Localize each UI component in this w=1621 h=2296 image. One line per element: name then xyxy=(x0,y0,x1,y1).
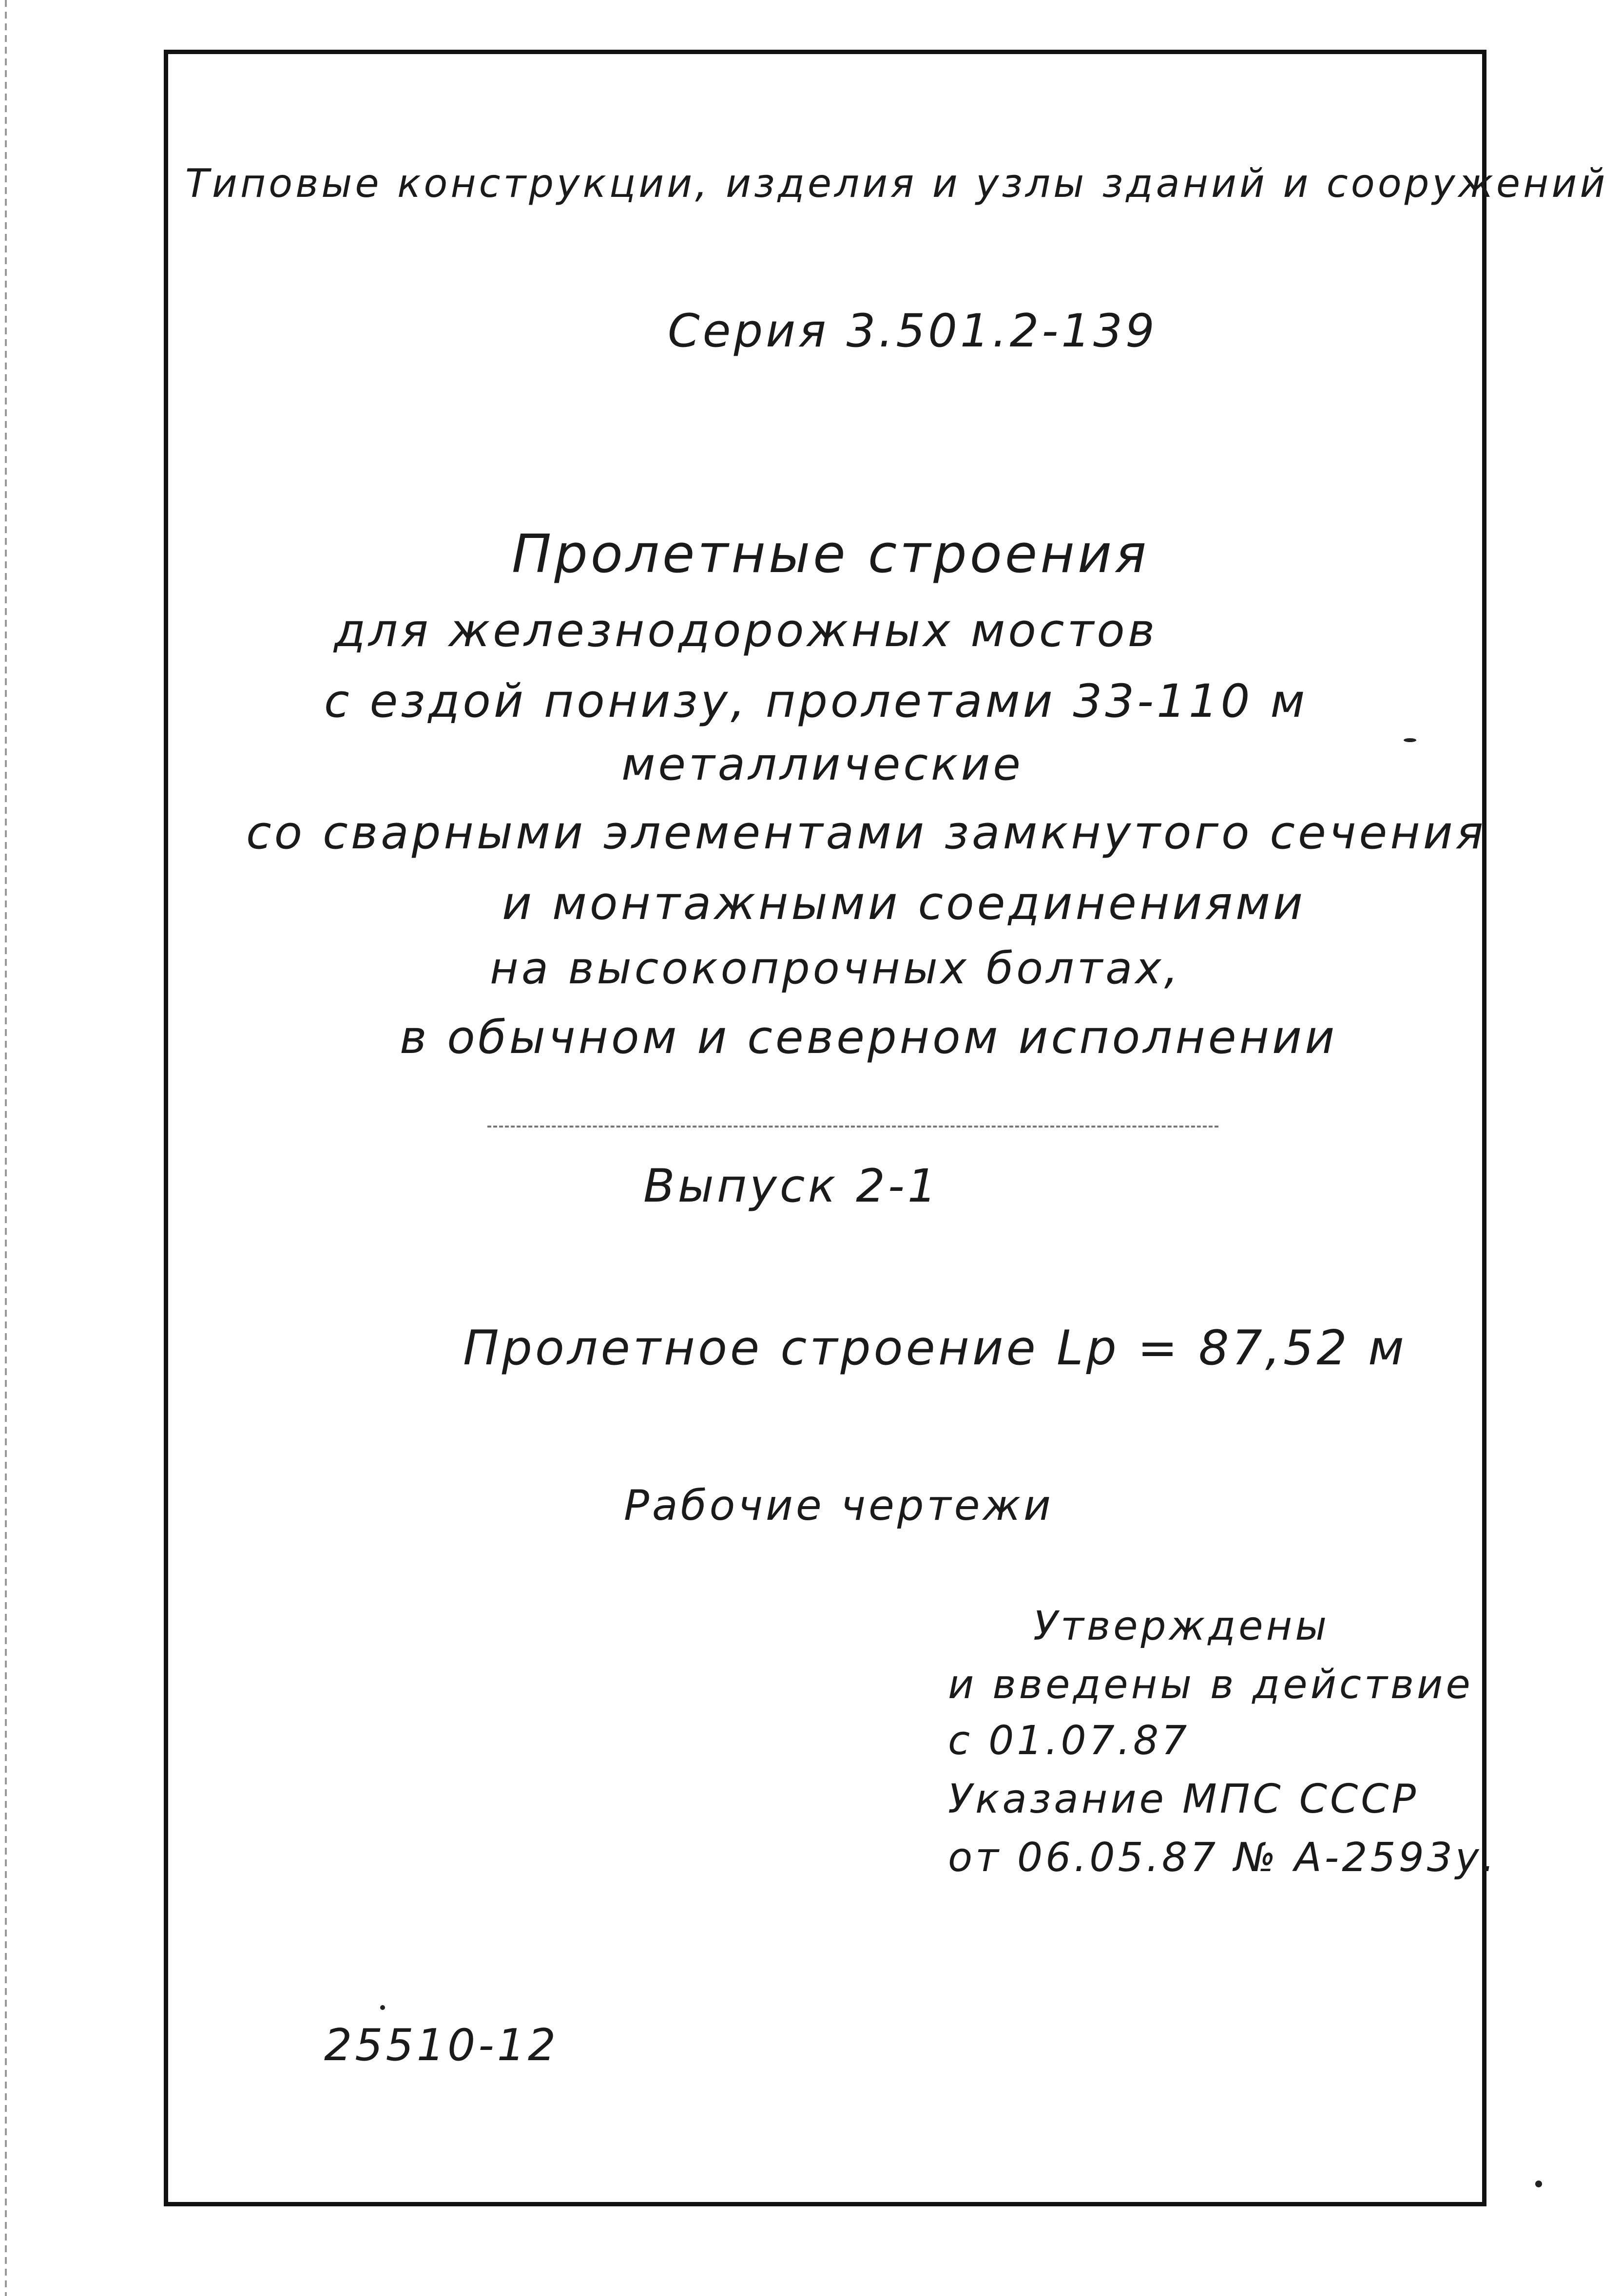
title-line-8: в обычном и северном исполнении xyxy=(400,1011,1338,1064)
drawing-frame xyxy=(164,50,1486,2206)
approval-line-5: от 06.05.87 № А-2593у. xyxy=(948,1835,1498,1881)
dashed-divider xyxy=(487,1126,1218,1128)
approval-line-3: с 01.07.87 xyxy=(948,1718,1190,1764)
title-line-3: с ездой понизу, пролетами 33-110 м xyxy=(324,675,1308,728)
issue-label: Выпуск 2-1 xyxy=(643,1160,940,1213)
series-number: Серия 3.501.2-139 xyxy=(668,305,1158,358)
drawing-type-label: Рабочие чертежи xyxy=(624,1481,1054,1530)
approval-line-1: Утверждены xyxy=(1033,1603,1330,1649)
scan-speck xyxy=(1535,2181,1542,2187)
approval-line-4: Указание МПС СССР xyxy=(948,1776,1419,1822)
span-structure-label: Пролетное строение Lp = 87,52 м xyxy=(463,1320,1407,1376)
title-line-1: Пролетные строения xyxy=(512,524,1150,585)
title-line-2: для железнодорожных мостов xyxy=(334,604,1158,657)
title-line-4: металлические xyxy=(621,738,1023,790)
scan-speck xyxy=(380,2005,385,2010)
scan-edge xyxy=(5,0,7,2296)
title-line-7: на высокопрочных болтах, xyxy=(490,943,1181,994)
approval-line-2: и введены в действие xyxy=(948,1662,1473,1708)
header-text: Типовые конструкции, изделия и узлы зданий и сооружений xyxy=(185,161,1608,206)
document-number: 25510-12 xyxy=(324,2020,559,2071)
title-line-5: со сварными элементами замкнутого сечения xyxy=(246,806,1486,860)
title-line-6: и монтажными соединениями xyxy=(502,877,1306,930)
scan-speck xyxy=(1404,738,1416,742)
